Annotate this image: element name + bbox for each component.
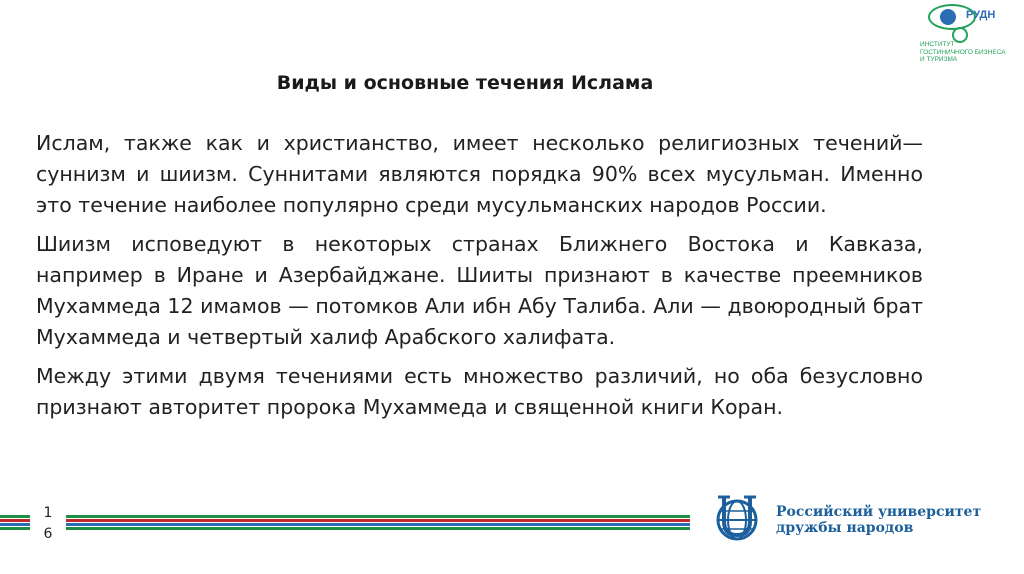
slide-title: Виды и основные течения Ислама — [276, 72, 654, 94]
logo-institute-text — [920, 41, 1020, 64]
paragraph: Ислам, также как и христианство, имеет несколько религиозных течений— суннизм и шиизм. Суннитами являются порядка 90% всех мусульман. Именно это течение наиболее популярно среди мусульманских народов России. — [36, 131, 923, 217]
university-name-line: дружбы народов — [776, 520, 914, 536]
stripe-green-lower — [0, 527, 690, 530]
logo-institute-line: И ТУРИЗМА — [920, 56, 958, 63]
stripe-red — [0, 519, 690, 522]
stripe-blue — [0, 523, 690, 526]
logo-institute-line: ИНСТИТУТ — [920, 41, 955, 48]
logo-brand: РУДН — [966, 9, 996, 21]
page-number-digit: 6 — [43, 526, 53, 542]
paragraph: Между этими двумя течениями есть множество различий, но оба безусловно признают авторитет пророка Мухаммеда и священной книги Коран. — [36, 364, 923, 419]
paragraph: Шиизм исповедуют в некоторых странах Ближнего Востока и Кавказа, например в Иране и Азербайджане. Шииты признают в качестве преемников Мухаммеда 12 имамов — потомков Али ибн Абу Талиба. Али — двоюродный брат Мухаммеда и четвертый халиф Арабского халифата. — [36, 232, 923, 349]
university-name — [776, 504, 981, 536]
stripe-green — [0, 515, 690, 518]
logo-institute-line: ГОСТИНИЧНОГО БИЗНЕСА — [920, 48, 1006, 56]
university-name-line: Российский университет — [776, 504, 982, 520]
university-globe-icon — [708, 493, 770, 543]
footer-stripes — [0, 515, 690, 531]
page-number — [40, 503, 56, 545]
slide-body — [36, 128, 923, 431]
rudn-institute-logo — [918, 2, 1018, 66]
page-number-digit: 1 — [43, 505, 53, 521]
logo-globe-icon — [940, 9, 956, 25]
